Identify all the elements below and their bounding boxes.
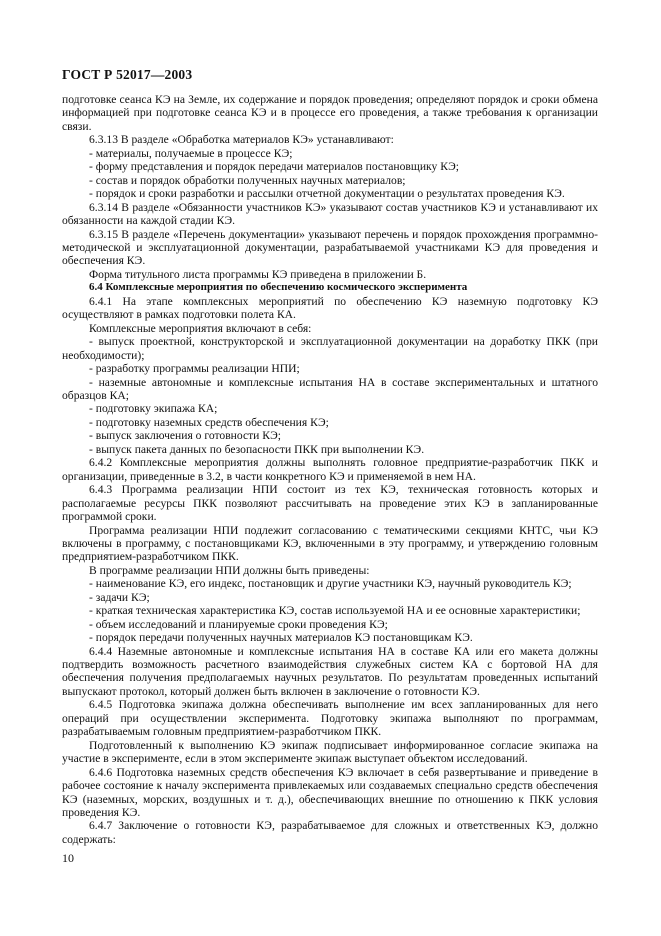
- list-item: - выпуск заключения о готовности КЭ;: [89, 429, 282, 443]
- list-item: - порядок передачи полученных научных материалов КЭ постановщикам КЭ.: [89, 631, 473, 645]
- list-item: - материалы, получаемые в процессе КЭ;: [89, 146, 293, 160]
- list-item: - краткая техническая характеристика КЭ, состав используемой НА и ее основные характеристики;: [89, 604, 581, 618]
- paragraph: 6.4.5 Подготовка экипажа должна обеспечивать выполнение им всех запланированных для него операций при осуществлении эксперимента. Подготовку экипажа выполняют по программам, разрабатываемым головным предприятием-разработчиком ПКК.: [62, 698, 598, 739]
- document-body: [62, 93, 598, 846]
- paragraph: 6.3.15 В разделе «Перечень документации» указывают перечень и порядок прохождения программно-методической и эксплуатационной документации, разрабатываемой участниками КЭ для проведения и обеспечения КЭ.: [62, 227, 598, 268]
- paragraph: 6.3.14 В разделе «Обязанности участников КЭ» указывают состав участников КЭ и устанавливают их обязанности на каждой стадии КЭ.: [62, 200, 598, 228]
- list-item: - разработку программы реализации НПИ;: [89, 362, 300, 376]
- paragraph: В программе реализации НПИ должны быть приведены:: [89, 563, 370, 577]
- paragraph: 6.4.6 Подготовка наземных средств обеспечения КЭ включает в себя развертывание и приведение в рабочее состояние к началу эксперимента привлекаемых или создаваемых специально средств обеспечения КЭ (наземных, морских, воздушных и т. д.), обеспечивающих внешние по отношению к ПКК условия проведения КЭ.: [62, 765, 598, 820]
- list-item: - подготовку экипажа КА;: [89, 402, 218, 416]
- list-item: - выпуск пакета данных по безопасности ПКК при выполнении КЭ.: [89, 442, 425, 456]
- list-item: - выпуск проектной, конструкторской и эксплуатационной документации на доработку ПКК (при необходимости);: [62, 335, 598, 362]
- list-item: - состав и порядок обработки полученных научных материалов;: [89, 173, 406, 187]
- section-heading: 6.4 Комплексные мероприятия по обеспечению космического эксперимента: [89, 281, 468, 294]
- list-item: - наземные автономные и комплексные испытания НА в составе экспериментальных и штатного образцов КА;: [62, 375, 598, 402]
- list-item: - объем исследований и планируемые сроки проведения КЭ;: [89, 617, 388, 631]
- paragraph: Программа реализации НПИ подлежит согласованию с тематическими секциями КНТС, чьи КЭ включены в программу, с постановщиками КЭ, включенными в эту программу, и утверждению головным предприятием-разработчиком ПКК.: [62, 523, 598, 564]
- list-item: - форму представления и порядок передачи материалов постановщику КЭ;: [89, 160, 459, 174]
- paragraph: 6.4.7 Заключение о готовности КЭ, разрабатываемое для сложных и ответственных КЭ, должно содержать:: [62, 819, 598, 846]
- paragraph: Форма титульного листа программы КЭ приведена в приложении Б.: [89, 267, 427, 281]
- list-item: - порядок и сроки разработки и рассылки отчетной документации о результатах проведения КЭ.: [89, 187, 565, 201]
- list-item: - задачи КЭ;: [89, 590, 150, 604]
- paragraph: Подготовленный к выполнению КЭ экипаж подписывает информированное согласие экипажа на участие в эксперименте, если в этом эксперименте экипаж выступает объектом исследований.: [62, 738, 598, 766]
- page-number: 10: [62, 851, 74, 865]
- list-item: - подготовку наземных средств обеспечения КЭ;: [89, 415, 329, 429]
- document-header: ГОСТ Р 52017—2003: [62, 67, 193, 82]
- paragraph: Комплексные мероприятия включают в себя:: [89, 321, 312, 335]
- paragraph: 6.4.1 На этапе комплексных мероприятий по обеспечению КЭ наземную подготовку КЭ осуществляют в рамках подготовки полета КА.: [62, 294, 598, 322]
- paragraph: 6.4.4 Наземные автономные и комплексные испытания НА в составе КА или его макета должны подтвердить возможность расчетного взаимодействия служебных систем КА с бортовой НА для обеспечения получения предполагаемых научных результатов. По результатам проведенных испытаний выпускают протокол, который должен быть включен в заключение о готовности КЭ.: [62, 644, 598, 698]
- paragraph: 6.3.13 В разделе «Обработка материалов КЭ» устанавливают:: [89, 133, 394, 147]
- paragraph: подготовке сеанса КЭ на Земле, их содержание и порядок проведения; определяют порядок и сроки обмена информацией при подготовке сеанса КЭ и в процессе его проведения, а также требования к организации связи.: [62, 93, 598, 133]
- paragraph: 6.4.3 Программа реализации НПИ состоит из тех КЭ, техническая готовность которых и располагаемые ресурсы ПКК позволяют рассчитывать на проведение этих КЭ в запланированные программой сроки.: [62, 483, 598, 524]
- list-item: - наименование КЭ, его индекс, постановщик и другие участники КЭ, научный руководитель КЭ;: [89, 577, 572, 591]
- paragraph: 6.4.2 Комплексные мероприятия должны выполнять головное предприятие-разработчик ПКК и организации, приведенные в 3.2, в части конкретного КЭ и применяемой в нем НА.: [62, 456, 598, 483]
